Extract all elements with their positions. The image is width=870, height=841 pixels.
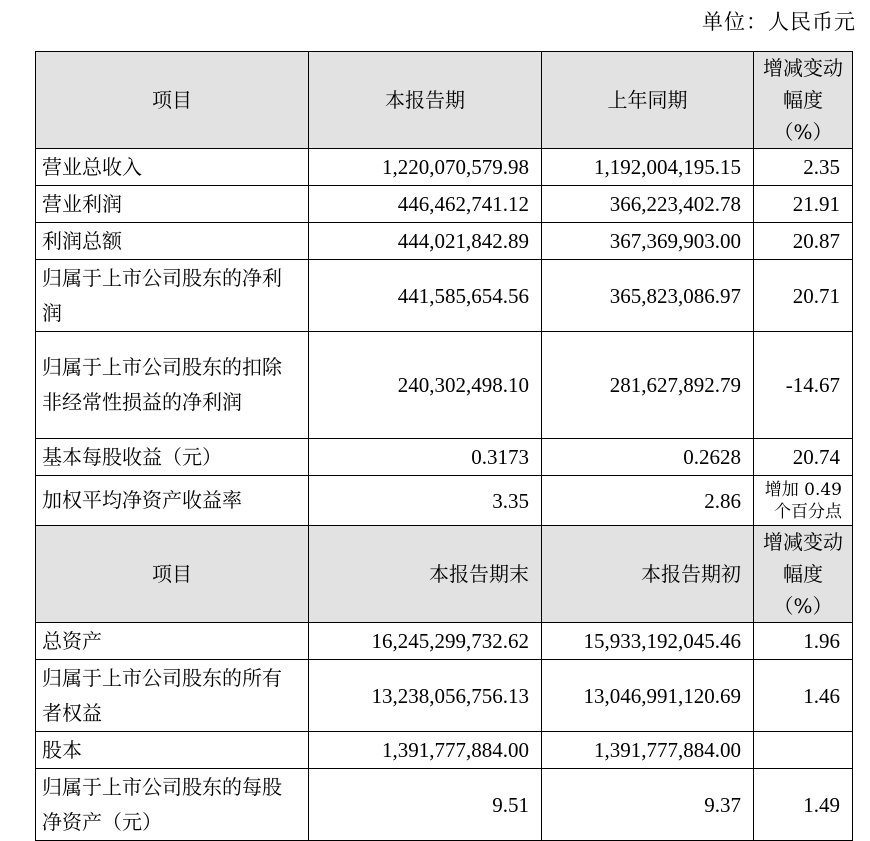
header-change-line2: 幅度（%） bbox=[773, 88, 833, 144]
current-value: 16,245,299,732.62 bbox=[309, 623, 542, 660]
current-value: 13,238,056,756.13 bbox=[309, 660, 542, 732]
change-value: 1.96 bbox=[754, 623, 853, 660]
header-change-pct bbox=[754, 526, 853, 623]
change-value bbox=[754, 732, 853, 769]
prior-value: 281,627,892.79 bbox=[542, 332, 754, 439]
current-value: 1,391,777,884.00 bbox=[309, 732, 542, 769]
header-period-start: 本报告期初 bbox=[542, 526, 754, 623]
change-note: 增加 0.49 个百分点 bbox=[754, 476, 853, 526]
row-label: 营业利润 bbox=[36, 186, 309, 223]
header-item: 项目 bbox=[36, 526, 309, 623]
table-row bbox=[36, 260, 853, 332]
header-change-line2: 幅度（%） bbox=[773, 562, 833, 618]
current-value: 240,302,498.10 bbox=[309, 332, 542, 439]
header-prior-period: 上年同期 bbox=[542, 52, 754, 149]
row-label: 归属于上市公司股东的扣除非经常性损益的净利润 bbox=[36, 332, 309, 439]
row-label: 股本 bbox=[36, 732, 309, 769]
prior-value: 0.2628 bbox=[542, 439, 754, 476]
table-row bbox=[36, 476, 853, 526]
header-change-pct bbox=[754, 52, 853, 149]
row-label: 归属于上市公司股东的每股净资产（元） bbox=[36, 769, 309, 841]
table-row bbox=[36, 149, 853, 186]
change-value: 2.35 bbox=[754, 149, 853, 186]
row-label: 总资产 bbox=[36, 623, 309, 660]
change-value: 20.87 bbox=[754, 223, 853, 260]
current-value: 0.3173 bbox=[309, 439, 542, 476]
prior-value: 9.37 bbox=[542, 769, 754, 841]
header-change-line1: 增减变动 bbox=[763, 56, 843, 80]
unit-label: 单位：人民币元 bbox=[702, 10, 856, 34]
current-value: 1,220,070,579.98 bbox=[309, 149, 542, 186]
change-value: 20.74 bbox=[754, 439, 853, 476]
table-row bbox=[36, 186, 853, 223]
change-value: 21.91 bbox=[754, 186, 853, 223]
prior-value: 1,391,777,884.00 bbox=[542, 732, 754, 769]
current-value: 3.35 bbox=[309, 476, 542, 526]
change-value: 1.49 bbox=[754, 769, 853, 841]
table-row bbox=[36, 623, 853, 660]
header-period-end: 本报告期末 bbox=[309, 526, 542, 623]
row-label: 营业总收入 bbox=[36, 149, 309, 186]
row-label: 利润总额 bbox=[36, 223, 309, 260]
financial-summary-table bbox=[35, 51, 853, 841]
header-item: 项目 bbox=[36, 52, 309, 149]
change-value: -14.67 bbox=[754, 332, 853, 439]
current-value: 446,462,741.12 bbox=[309, 186, 542, 223]
header-current-period: 本报告期 bbox=[309, 52, 542, 149]
prior-value: 367,369,903.00 bbox=[542, 223, 754, 260]
current-value: 444,021,842.89 bbox=[309, 223, 542, 260]
table-row bbox=[36, 660, 853, 732]
row-label: 加权平均净资产收益率 bbox=[36, 476, 309, 526]
prior-value: 15,933,192,045.46 bbox=[542, 623, 754, 660]
section1-header-row bbox=[36, 52, 853, 149]
current-value: 9.51 bbox=[309, 769, 542, 841]
prior-value: 365,823,086.97 bbox=[542, 260, 754, 332]
change-value: 1.46 bbox=[754, 660, 853, 732]
change-value: 20.71 bbox=[754, 260, 853, 332]
prior-value: 366,223,402.78 bbox=[542, 186, 754, 223]
table-row bbox=[36, 439, 853, 476]
section2-header-row bbox=[36, 526, 853, 623]
row-label: 归属于上市公司股东的净利润 bbox=[36, 260, 309, 332]
prior-value: 2.86 bbox=[542, 476, 754, 526]
header-change-line1: 增减变动 bbox=[763, 530, 843, 554]
prior-value: 13,046,991,120.69 bbox=[542, 660, 754, 732]
prior-value: 1,192,004,195.15 bbox=[542, 149, 754, 186]
table-row bbox=[36, 332, 853, 439]
table-row bbox=[36, 769, 853, 841]
table-row bbox=[36, 223, 853, 260]
row-label: 基本每股收益（元） bbox=[36, 439, 309, 476]
row-label: 归属于上市公司股东的所有者权益 bbox=[36, 660, 309, 732]
current-value: 441,585,654.56 bbox=[309, 260, 542, 332]
table-row bbox=[36, 732, 853, 769]
